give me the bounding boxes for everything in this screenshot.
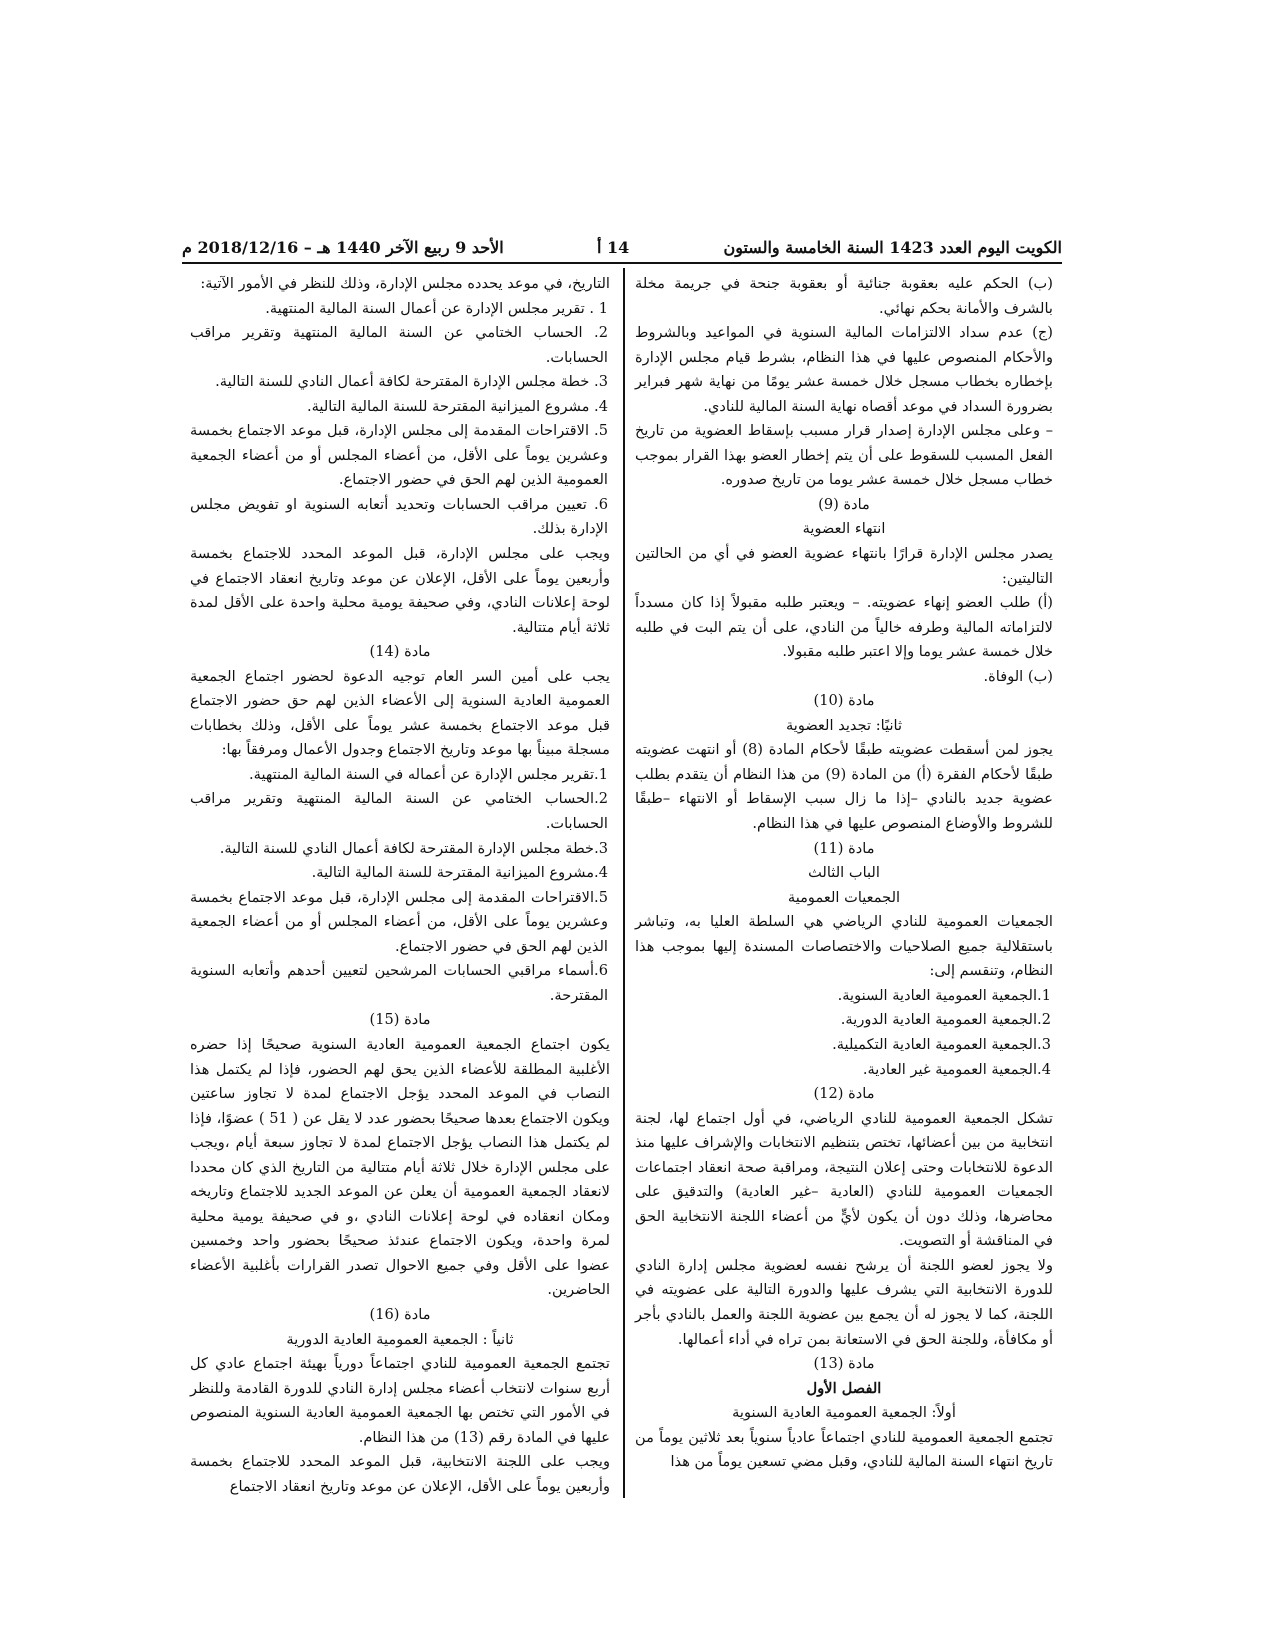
list-item: 1 . تقرير مجلس الإدارة عن أعمال السنة المالية المنتهية. [265,299,608,317]
paragraph: تجتمع الجمعية العمومية للنادي اجتماعاً دورياً بهيئة اجتماع عادي كل أربع سنوات لانتخاب أعضاء مجلس إدارة النادي للدورة القادمة وللنظر في الأمور التي تختص بها الجمعية العمومية العادية السنوية المنصوص عليها في المادة رقم (13) من هذا النظام. [190,1355,610,1446]
paragraph: الجمعيات العمومية للنادي الرياضي هي السلطة العليا به، وتباشر باستقلالية جميع الصلاحيات والاختصاصات المسندة إليها بموجب هذا النظام، وتنقسم إلى: [635,913,1053,980]
article-title: انتهاء العضوية [802,520,886,538]
page-header [182,238,1062,264]
article-heading: مادة (10) [813,692,875,710]
paragraph: (ب) الوفاة. [983,667,1053,685]
paragraph: (أ) طلب العضو إنهاء عضويته. – ويعتبر طلبه مقبولاً إذا كان مسدداً لالتزاماته المالية وطرفه خالياً من النادي، على أن يتم البت في طلبه خلال خمسة عشر يوما وإلا اعتبر طلبه مقبولا. [635,594,1053,661]
chapter-title: الجمعيات العمومية [787,888,901,906]
list-item: 1.تقرير مجلس الإدارة عن أعماله في السنة المالية المنتهية. [249,765,608,783]
paragraph: ويجب على اللجنة الانتخابية، قبل الموعد المحدد للاجتماع بخمسة وأربعين يوماً على الأقل، الإعلان عن موعد وتاريخ انعقاد الاجتماع [190,1453,610,1495]
column-divider [623,268,625,1498]
paragraph: يصدر مجلس الإدارة قرارًا بانتهاء عضوية العضو في أي من الحالتين التاليتين: [635,545,1053,587]
list-item: 6.أسماء مراقبي الحسابات المرشحين لتعيين أحدهم وأتعابه السنوية المقترحة. [190,962,608,1004]
left-column [190,272,610,1499]
article-title: ثانياً : الجمعية العمومية العادية الدورية [286,1330,514,1348]
article-heading: مادة (13) [813,1355,875,1373]
list-item: 4.الجمعية العمومية غير العادية. [862,1060,1051,1078]
list-item: 3.خطة مجلس الإدارة المقترحة لكافة أعمال النادي للسنة التالية. [219,839,608,857]
article-heading: مادة (15) [369,1011,431,1029]
list-item: 4.مشروع الميزانية المقترحة للسنة المالية التالية. [311,864,608,882]
list-item: 3. خطة مجلس الإدارة المقترحة لكافة أعمال النادي للسنة التالية. [215,373,608,391]
section-heading: الفصل الأول [806,1379,882,1397]
paragraph: يجب على أمين السر العام توجيه الدعوة لحضور اجتماع الجمعية العمومية العادية السنوية إلى الأعضاء الذين لهم حق حضور الاجتماع قبل موعد الاجتماع بخمسة عشر يوماً على الأقل، وذلك بخطابات مسجلة مبيناً بها موعد وتاريخ الاجتماع وجدول الأعمال ومرفقاً بها: [190,667,610,759]
list-item: 5.الاقتراحات المقدمة إلى مجلس الإدارة، قبل موعد الاجتماع بخمسة وعشرين يوماً على الأقل، من أعضاء المجلس أو من أعضاء الجمعية الذين لهم الحق في حضور الاجتماع. [190,888,608,955]
section-title: أولاً: الجمعية العمومية العادية السنوية [732,1404,956,1422]
list-item: 2.الحساب الختامي عن السنة المالية المنتهية وتقرير مراقب الحسابات. [190,790,608,833]
header-issue-info: الكويت اليوم العدد 1423 السنة الخامسة والستون [723,238,1062,257]
article-heading: مادة (11) [813,839,875,857]
paragraph: تشكل الجمعية العمومية للنادي الرياضي، في أول اجتماع لها، لجنة انتخابية من بين أعضائها، تختص بتنظيم الانتخابات والإشراف عليها منذ الدعوة للانتخابات وحتى إعلان النتيجة، ومراقبة صحة انعقاد اجتماعات الجمعيات العمومية للنادي (العادية –غير العادية) والتدقيق على محاضرها، وذلك دون أن يكون لأيٍّ من أعضاء اللجنة الانتخابية الحق في المناقشة أو التصويت. [635,1109,1053,1250]
article-title: ثانيًا: تجديد العضوية [785,716,903,734]
paragraph: يكون اجتماع الجمعية العمومية العادية السنوية صحيحًا إذا حضره الأغلبية المطلقة للأعضاء الذين يحق لهم الحضور، فإذا لم يكتمل هذا النصاب في الموعد المحدد يؤجل الاجتماع لمدة لا تجاوز ساعتين ويكون الاجتماع بعدها صحيحًا بحضور عدد لا يقل عن ( 51 ) عضوًا، فإذا لم يكتمل هذا النصاب يؤجل الاجتماع لمدة لا تجاوز سبعة أيام ،ويجب على مجلس الإدارة خلال ثلاثة أيام متتالية من التاريخ الذي كان محددا لانعقاد الجمعية العمومية أن يعلن عن الموعد الجديد للاجتماع وتاريخه ومكان انعقاده في لوحة إعلانات النادي ،و في صحيفة يومية محلية لمرة واحدة، ويكون الاجتماع عندئذ صحيحًا بحضور واحد وخمسين عضوا على الأقل وفي جميع الاحوال تصدر القرارات بأغلبية الأعضاء الحاضرين. [190,1035,610,1299]
article-heading: مادة (9) [818,495,870,513]
article-heading: مادة (16) [369,1305,431,1323]
paragraph: يجوز لمن أسقطت عضويته طبقًا لأحكام المادة (8) أو انتهت عضويته طبقًا لأحكام الفقرة (أ) من المادة (9) من هذا النظام أن يتقدم بطلب عضوية جديد بالنادي –إذا ما زال سبب الإسقاط أو الانتهاء –طبقًا للشروط والأوضاع المنصوص عليها في هذا النظام. [635,741,1053,833]
paragraph: تجتمع الجمعية العمومية للنادي اجتماعاً عادياً سنوياً بعد ثلاثين يوماً من تاريخ انتهاء السنة المالية للنادي، وقبل مضي تسعين يوماً من هذا [635,1428,1053,1471]
article-heading: مادة (12) [813,1085,875,1103]
list-item: 1.الجمعية العمومية العادية السنوية. [837,986,1051,1004]
list-item: 2.الجمعية العمومية العادية الدورية. [840,1011,1051,1029]
paragraph: ويجب على مجلس الإدارة، قبل الموعد المحدد للاجتماع بخمسة وأربعين يوماً على الأقل، الإعلان عن موعد وتاريخ انعقاد الاجتماع في لوحة إعلانات النادي، وفي صحيفة يومية محلية واحدة على الأقل لمدة ثلاثة أيام متتالية. [190,545,610,636]
list-item: 4. مشروع الميزانية المقترحة للسنة المالية التالية. [306,397,608,415]
header-page-number: 14 أ [597,238,630,257]
paragraph: التاريخ، في موعد يحدده مجلس الإدارة، وذلك للنظر في الأمور الآتية: [200,275,610,292]
header-date: الأحد 9 ربيع الآخر 1440 هـ – 2018/12/16 م [182,238,504,257]
list-item: 2. الحساب الختامي عن السنة المالية المنتهية وتقرير مراقب الحسابات. [190,324,608,366]
paragraph: – وعلى مجلس الإدارة إصدار قرار مسبب بإسقاط العضوية من تاريخ الفعل المسبب للسقوط على أن يتم إخطار العضو بهذا القرار بموجب خطاب مسجل خلال خمسة عشر يوما من تاريخ صدوره. [635,422,1053,489]
article-heading: مادة (14) [369,643,431,661]
right-column [635,272,1053,1475]
paragraph: ولا يجوز لعضو اللجنة أن يرشح نفسه لعضوية مجلس إدارة النادي للدورة الانتخابية التي يشرف عليها والدورة التالية على عضويته في اللجنة، كما لا يجوز له أن يجمع بين عضوية اللجنة والعمل بالنادي بأجر أو مكافأة، وللجنة الحق في الاستعانة بمن تراه في أداء أعمالها. [635,1256,1053,1348]
paragraph: (ج) عدم سداد الالتزامات المالية السنوية في المواعيد وبالشروط والأحكام المنصوص عليها في هذا النظام، بشرط قيام مجلس الإدارة بإخطاره بخطاب مسجل خلال خمسة عشر يومًا من نهاية شهر فبراير بضرورة السداد في موعد أقصاه نهاية السنة المالية للنادي. [635,324,1053,415]
chapter-heading: الباب الثالث [808,864,880,882]
list-item: 6. تعيين مراقب الحسابات وتحديد أتعابه السنوية او تفويض مجلس الإدارة بذلك. [190,495,608,538]
paragraph: (ب) الحكم عليه بعقوبة جنائية أو بعقوبة جنحة في جريمة مخلة بالشرف والأمانة بحكم نهائي. [635,275,1053,317]
list-item: 5. الاقتراحات المقدمة إلى مجلس الإدارة، قبل موعد الاجتماع بخمسة وعشرين يوماً على الأقل، من أعضاء المجلس أو من أعضاء الجمعية العمومية الذين لهم الحق في حضور الاجتماع. [190,422,608,489]
list-item: 3.الجمعية العمومية العادية التكميلية. [832,1035,1051,1053]
